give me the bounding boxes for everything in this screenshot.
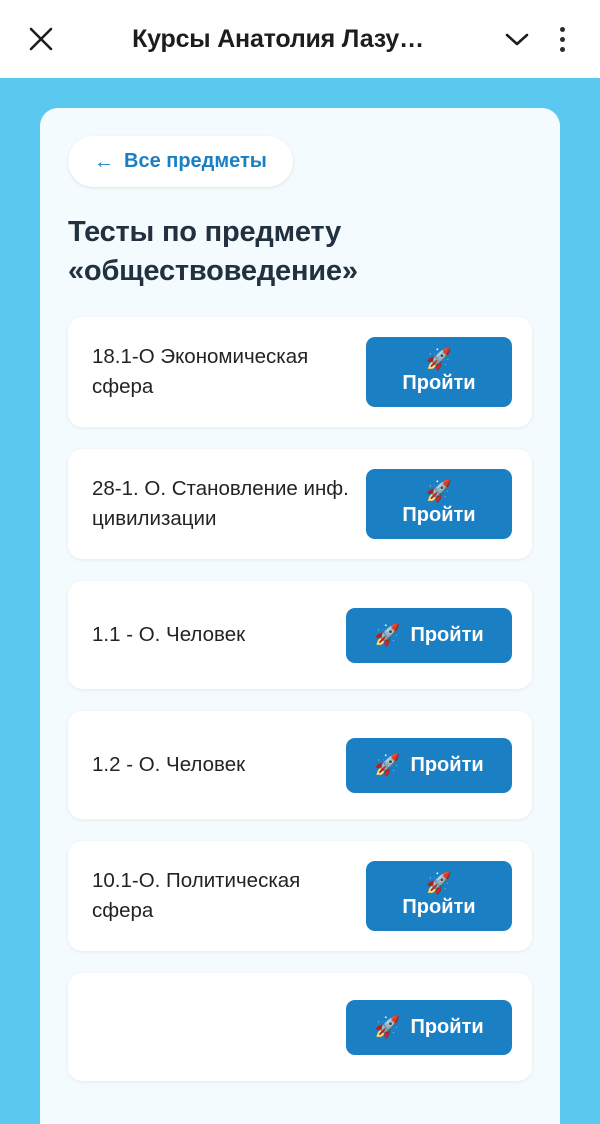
back-arrow-icon: ←: [94, 150, 114, 173]
rocket-icon: 🚀: [374, 623, 401, 647]
start-test-button[interactable]: [366, 469, 512, 539]
test-title: 28-1. О. Становление инф. цивилизации: [92, 476, 349, 531]
test-title: 1.2 - О. Человек: [92, 752, 246, 776]
section-title: Тесты по предмету «обществоведение»: [68, 216, 358, 288]
close-icon[interactable]: [18, 16, 64, 62]
start-test-button-label: Пройти: [402, 896, 476, 919]
rocket-icon: 🚀: [425, 348, 453, 372]
start-test-button-label: Пройти: [402, 504, 476, 527]
test-card: [68, 581, 532, 689]
test-card: [68, 449, 532, 559]
start-test-button[interactable]: [346, 1000, 512, 1055]
rocket-icon: 🚀: [425, 480, 453, 504]
tests-panel: [40, 108, 560, 1124]
rocket-icon: 🚀: [374, 753, 401, 777]
start-test-button[interactable]: [346, 738, 512, 793]
menu-dot: [560, 47, 565, 52]
start-test-button-label: Пройти: [410, 753, 484, 776]
start-test-button[interactable]: [366, 337, 512, 407]
test-card: [68, 317, 532, 427]
overflow-menu-icon[interactable]: [542, 16, 582, 62]
chevron-down-icon[interactable]: [492, 16, 542, 62]
test-card: [68, 841, 532, 951]
rocket-icon: 🚀: [425, 872, 453, 896]
test-title: 1.1 - О. Человек: [92, 622, 246, 646]
start-test-button-label: Пройти: [410, 1015, 484, 1038]
rocket-icon: 🚀: [374, 1015, 401, 1039]
app-bar: [0, 0, 600, 78]
back-button-label: Все предметы: [124, 150, 267, 172]
back-to-subjects-button[interactable]: [68, 136, 293, 187]
menu-dot: [560, 37, 565, 42]
start-test-button-label: Пройти: [410, 623, 484, 646]
test-list: [68, 317, 532, 1081]
menu-dot: [560, 27, 565, 32]
test-title: 18.1-О Экономическая сфера: [92, 344, 309, 399]
start-test-button[interactable]: [366, 861, 512, 931]
test-card: [68, 711, 532, 819]
content-area: [0, 78, 600, 1124]
test-title: 10.1-О. Политическая сфера: [92, 868, 301, 923]
test-card: [68, 973, 532, 1081]
start-test-button[interactable]: [346, 608, 512, 663]
start-test-button-label: Пройти: [402, 372, 476, 395]
page-title: Курсы Анатолия Лазу…: [132, 24, 424, 53]
